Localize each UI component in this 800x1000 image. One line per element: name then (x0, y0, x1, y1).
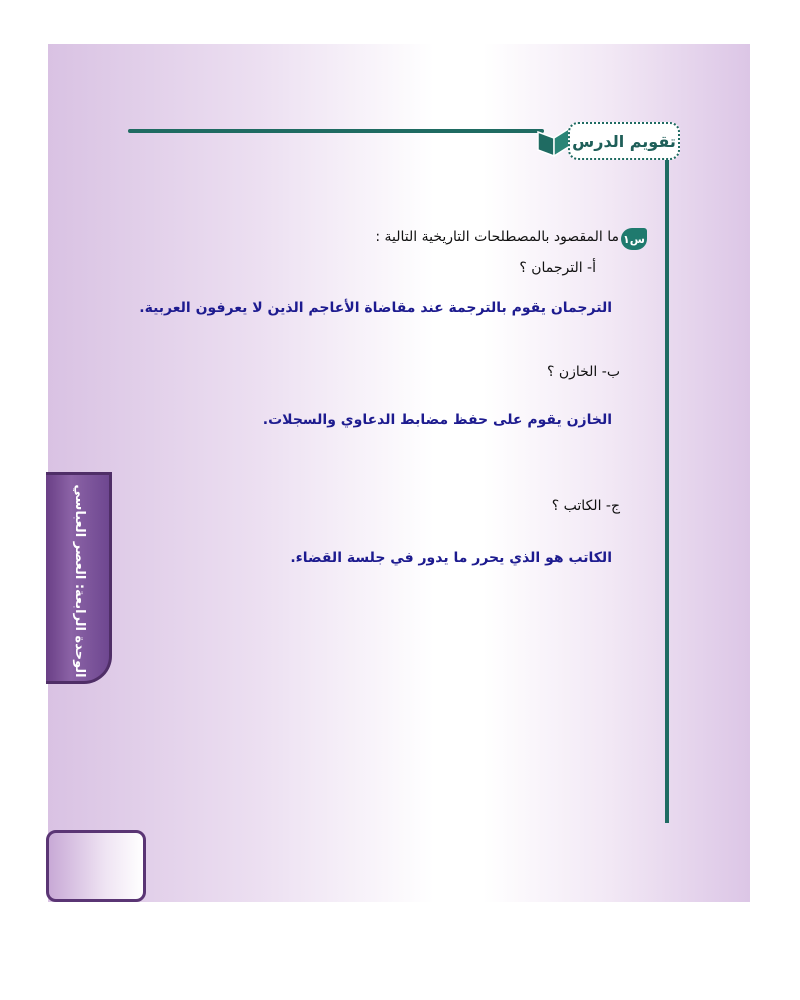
page-background (48, 44, 750, 902)
item-label-b: ب- الخازن ؟ (546, 364, 620, 380)
vertical-rule (665, 153, 669, 823)
unit-side-tab (46, 472, 112, 684)
header-rule (128, 129, 544, 133)
item-answer-b: الخازن يقوم على حفظ مضابط الدعاوي والسجلات. (262, 412, 612, 428)
unit-side-label: الوحدة الرابعة: العصر العباسي (72, 484, 87, 678)
page-number-box (46, 830, 146, 902)
question-text: ما المقصود بالمصطلحات التاريخية التالية : (375, 229, 619, 245)
item-answer-c: الكاتب هو الذي يحرر ما يدور في جلسة القضاء. (290, 550, 612, 566)
section-title: تقويم الدرس (568, 122, 680, 160)
item-label-a: أ- الترجمان ؟ (519, 260, 596, 276)
question-badge: س١ (621, 228, 647, 250)
item-answer-a: الترجمان يقوم بالترجمة عند مقاضاة الأعاجم الذين لا يعرفون العربية. (139, 300, 612, 316)
item-label-c: ج- الكاتب ؟ (551, 498, 620, 514)
